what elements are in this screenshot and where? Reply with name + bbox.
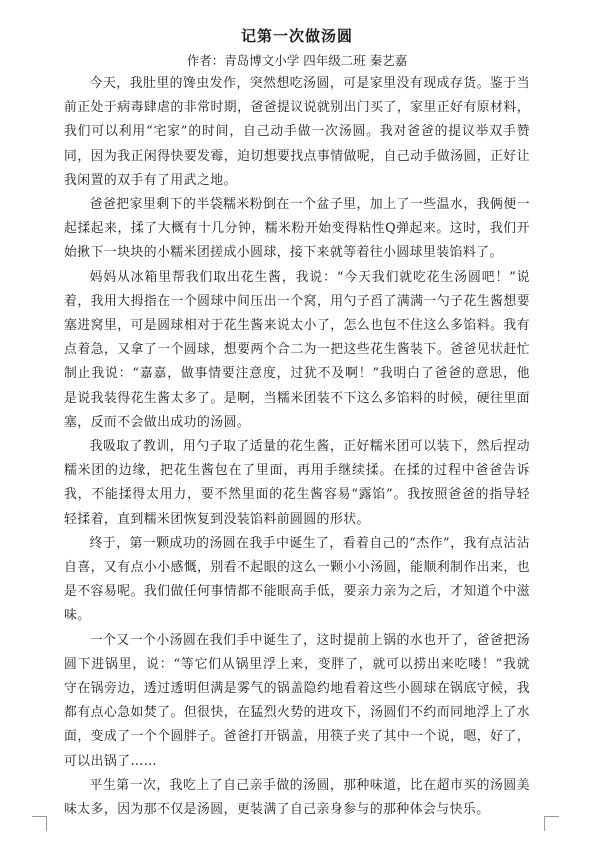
page-corner-mark-left bbox=[32, 816, 47, 831]
paragraph: 今天，我肚里的馋虫发作，突然想吃汤圆，可是家里没有现成存货。鉴于当前正处于病毒肆虐的非常时期，爸爸提议说就别出门买了，家里正好有原材料，我们可以利用“宅家”的时间，自己动手做一次汤圆。我对爸爸的提议举双手赞同，因为我正闲得快要发霉，迫切想要找点事情做呢，自己动手做汤圆，正好让我闲置的双手有了用武之地。 bbox=[64, 76, 530, 188]
paragraph: 平生第一次，我吃上了自己亲手做的汤圆，那种味道，比在超市买的汤圆美味太多，因为那不仅是汤圆，更装满了自己亲身参与的那种体会与快乐。 bbox=[64, 777, 530, 818]
paragraph: 我吸取了教训，用勺子取了适量的花生酱，正好糯米团可以装下，然后捏动糯米团的边缘，把花生酱包在了里面，再用手继续揉。在揉的过程中爸爸告诉我，不能揉得太用力，要不然里面的花生酱容易“露馅”。我按照爸爸的指导轻轻揉着，直到糯米团恢复到没装馅料前圆圆的形状。 bbox=[64, 439, 530, 527]
author-byline: 作者：青岛博文小学 四年级二班 秦艺嘉 bbox=[186, 53, 408, 68]
document-title: 记第一次做汤圆 bbox=[240, 27, 353, 45]
paragraph: 终于，第一颗成功的汤圆在我手中诞生了，看着自己的“杰作”，我有点沾沾自喜，又有点小小感慨，别看不起眼的这么一颗小小汤圆，能顺利制作出来，也是不容易呢。我们做任何事情都不能眼高手低，要亲力亲为之后，才知道个中滋味。 bbox=[64, 535, 530, 624]
paragraph: 爸爸把家里剩下的半袋糯米粉倒在一个盆子里，加上了一些温水，我俩便一起揉起来，揉了大概有十几分钟，糯米粉开始变得粘性Q弹起来。这时，我们开始揪下一块块的小糯米团搓成小圆球，接下来就等着往小圆球里装馅料了。 bbox=[64, 197, 530, 261]
paragraph: 妈妈从冰箱里帮我们取出花生酱，我说：“今天我们就吃花生汤圆吧！”说着，我用大拇指在一个圆球中间压出一个窝，用勺子舀了满满一勺子花生酱想要塞进窝里，可是圆球相对于花生酱来说太小了，怎么也包不住这么多馅料。我有点着急，又拿了一个圆球，想要两个合二为一把这些花生酱装下。爸爸见状赶忙制止我说：“嘉嘉，做事情要注意度，过犹不及啊！”我明白了爸爸的意思，他是说我装得花生酱太多了。是啊，当糯米团装不下这么多馅料的时候，硬往里面塞，反而不会做出成功的汤圆。 bbox=[64, 269, 530, 430]
paragraph: 一个又一个小汤圆在我们手中诞生了，这时提前上锅的水也开了，爸爸把汤圆下进锅里，说：“等它们从锅里浮上来，变胖了，就可以捞出来吃喽！”我就守在锅旁边，透过透明但满是雾气的锅盖隐约地看着这些小圆球在锅底守候，我都有点心急如焚了。但很快，在猛烈火势的进攻下，汤圆们不约而同地浮上了水面，变成了一个个圆胖子。爸爸打开锅盖，用筷子夹了其中一个说，嗯，好了，可以出锅了…… bbox=[64, 632, 530, 769]
page-corner-mark-right bbox=[544, 816, 559, 831]
document-page bbox=[64, 26, 530, 822]
